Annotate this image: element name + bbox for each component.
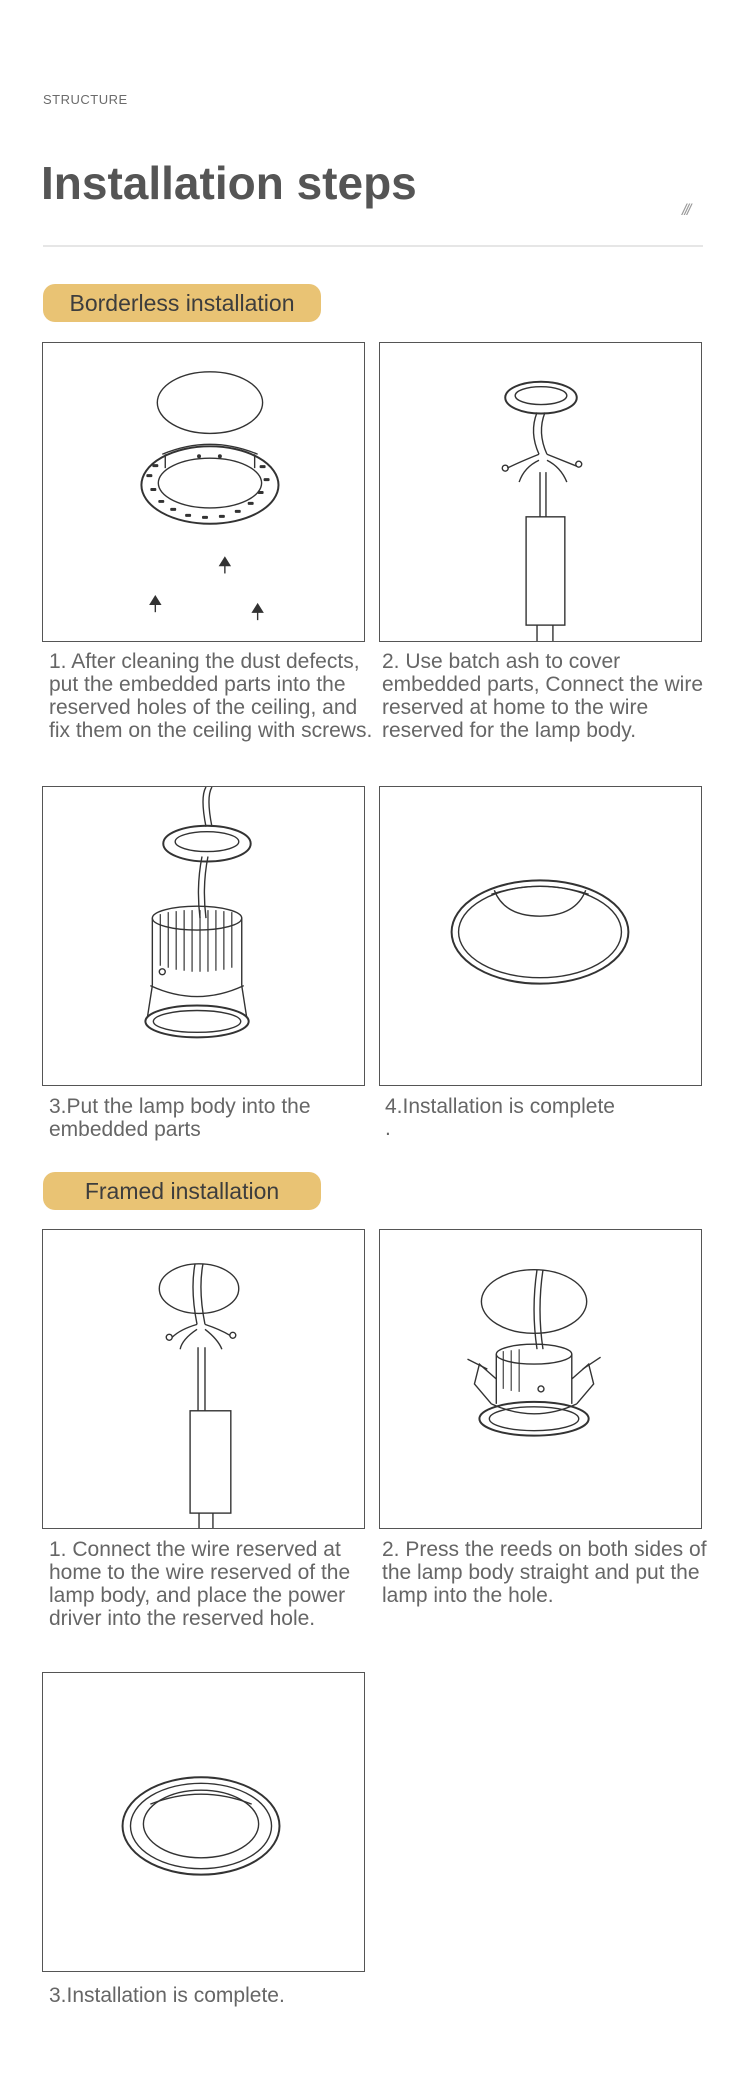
framed-step2-panel — [379, 1229, 702, 1529]
borderless-step4-caption: 4.Installation is complete — [385, 1095, 615, 1118]
title-divider — [43, 245, 703, 247]
installed-borderless-lamp-illustration-icon — [380, 787, 701, 1085]
borderless-step1-caption: 1. After cleaning the dust defects, put the embedded parts into the reserved holes of the ceiling, and fix them on the ceiling with screws. — [49, 650, 373, 742]
framed-step2-caption: 2. Press the reeds on both sides of the lamp body straight and put the lamp into the hole. — [382, 1538, 707, 1607]
wire-connection-driver-illustration-icon — [43, 1230, 364, 1528]
framed-step1-caption: 1. Connect the wire reserved at home to the wire reserved of the lamp body, and place the power driver into the reserved hole. — [49, 1538, 351, 1630]
embedded-ring-with-screws-illustration-icon — [43, 343, 364, 641]
lamp-with-spring-reeds-illustration-icon — [380, 1230, 701, 1528]
framed-step3-panel — [42, 1672, 365, 1972]
borderless-step2-panel — [379, 342, 702, 642]
slash-decoration-icon: /// — [682, 202, 690, 219]
lamp-body-insert-illustration-icon — [43, 787, 364, 1085]
installed-framed-lamp-illustration-icon — [43, 1673, 364, 1971]
borderless-step4-trailing-mark: . — [385, 1117, 391, 1140]
borderless-step3-panel — [42, 786, 365, 1086]
page-title: Installation steps — [41, 157, 417, 209]
borderless-step1-panel — [42, 342, 365, 642]
framed-step1-panel — [42, 1229, 365, 1529]
framed-step3-caption: 3.Installation is complete. — [49, 1984, 285, 2007]
borderless-section-label: Borderless installation — [43, 284, 321, 322]
wire-and-driver-illustration-icon — [380, 343, 701, 641]
borderless-step3-caption: 3.Put the lamp body into the embedded parts — [49, 1095, 311, 1141]
borderless-step4-panel — [379, 786, 702, 1086]
section-eyebrow: STRUCTURE — [43, 92, 128, 107]
borderless-step2-caption: 2. Use batch ash to cover embedded parts, Connect the wire reserved at home to the wire reserved for the lamp body. — [382, 650, 704, 742]
framed-section-label: Framed installation — [43, 1172, 321, 1210]
